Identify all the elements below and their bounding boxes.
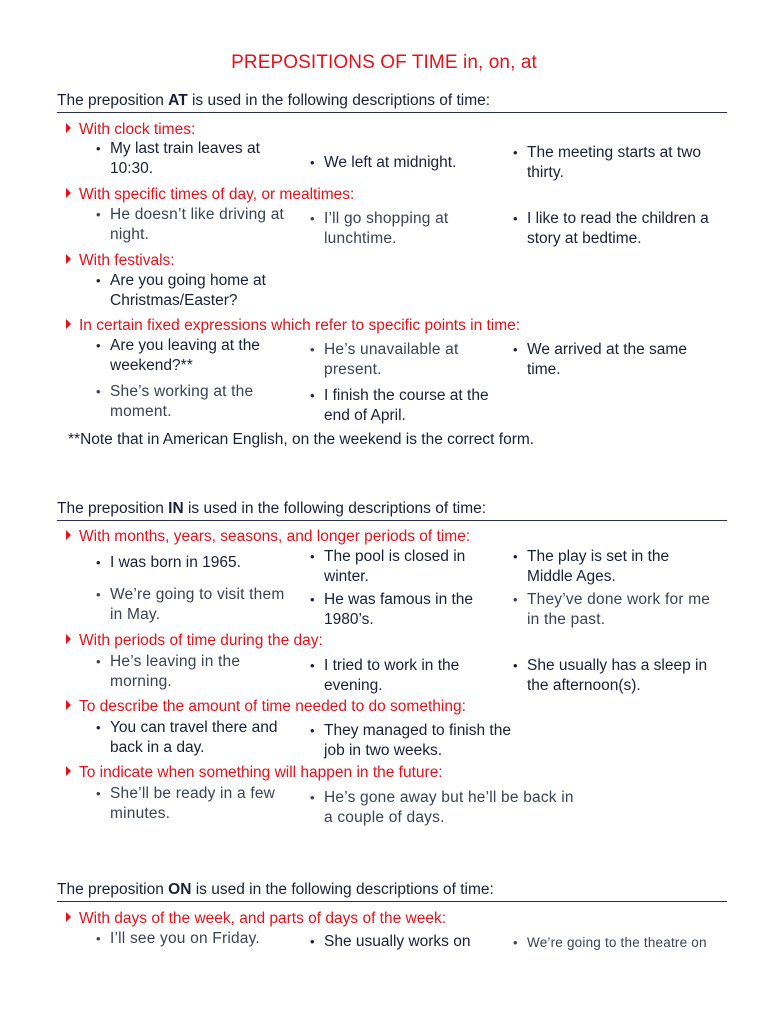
arrow-bullet-icon [66, 530, 71, 540]
example-text: I like to read the children a story at bedtime. [527, 210, 709, 247]
bullet-icon: • [96, 555, 101, 570]
category-label: With days of the week, and parts of days of the week: [79, 910, 447, 927]
bullet-icon: • [96, 273, 101, 288]
intro-text: The preposition [57, 500, 169, 517]
example-text: He’s gone away but he’ll be back in a couple of days. [324, 789, 574, 826]
example-text: She’s working at the moment. [110, 383, 254, 420]
example-item [310, 656, 494, 695]
example-text: He’s unavailable at present. [324, 341, 459, 378]
example-text: Are you leaving at the weekend?** [110, 337, 260, 374]
category-heading [66, 764, 443, 782]
example-text: I’ll see you on Friday. [110, 930, 260, 947]
bullet-icon: • [96, 338, 101, 353]
example-item [310, 932, 514, 952]
example-item [96, 382, 280, 421]
category-label: To describe the amount of time needed to do something: [79, 698, 466, 715]
bullet-icon: • [310, 723, 315, 738]
example-item [96, 271, 290, 310]
intro-keyword: IN [168, 500, 184, 517]
example-item [513, 209, 727, 248]
example-item [513, 340, 717, 379]
category-label: With periods of time during the day: [79, 632, 323, 649]
arrow-bullet-icon [66, 912, 71, 922]
bullet-icon: • [513, 549, 518, 564]
example-item [310, 209, 504, 248]
bullet-icon: • [310, 155, 315, 170]
category-heading [66, 910, 446, 928]
bullet-icon: • [96, 931, 101, 946]
bullet-icon: • [96, 207, 101, 222]
category-label: With clock times: [79, 121, 196, 138]
example-text: We arrived at the same time. [527, 341, 687, 378]
category-heading [66, 186, 354, 204]
category-heading [66, 121, 195, 139]
example-item [513, 590, 727, 629]
arrow-bullet-icon [66, 254, 71, 264]
example-text: He’s leaving in the morning. [110, 653, 241, 690]
example-text: The play is set in the Middle Ages. [527, 548, 670, 585]
bullet-icon: • [513, 145, 518, 160]
example-item [96, 205, 295, 244]
example-text: They managed to finish the job in two weeks. [324, 722, 511, 759]
example-text: Are you going home at Christmas/Easter? [110, 272, 266, 309]
example-text: He doesn’t like driving at night. [110, 206, 285, 243]
bullet-icon: • [310, 592, 315, 607]
bullet-icon: • [96, 384, 101, 399]
arrow-bullet-icon [66, 123, 71, 133]
intro-text: is used in the following descriptions of time: [187, 92, 491, 109]
category-label: With specific times of day, or mealtimes: [79, 186, 355, 203]
example-item [310, 153, 504, 173]
bullet-icon: • [310, 211, 315, 226]
example-text: She usually has a sleep in the afternoon(s). [527, 657, 708, 694]
example-text: We left at midnight. [324, 154, 457, 171]
example-text: We’re going to the theatre on [527, 935, 707, 950]
bullet-icon: • [96, 786, 101, 801]
example-text: She usually works on [324, 933, 471, 950]
example-text: The pool is closed in winter. [324, 548, 466, 585]
example-item [513, 547, 697, 586]
bullet-icon: • [513, 211, 518, 226]
example-item [310, 547, 494, 586]
arrow-bullet-icon [66, 634, 71, 644]
bullet-icon: • [310, 658, 315, 673]
category-heading [66, 632, 323, 650]
example-item [96, 553, 290, 573]
arrow-bullet-icon [66, 188, 71, 198]
bullet-icon: • [96, 587, 101, 602]
example-item [96, 585, 300, 624]
bullet-icon: • [513, 935, 518, 950]
section-intro-in [57, 500, 727, 521]
bullet-icon: • [310, 790, 315, 805]
category-label: To indicate when something will happen in the future: [79, 764, 443, 781]
example-item [96, 718, 300, 757]
example-item [513, 656, 727, 695]
bullet-icon: • [310, 342, 315, 357]
intro-keyword: ON [168, 881, 192, 898]
example-text: He was famous in the 1980’s. [324, 591, 474, 628]
example-text: I was born in 1965. [110, 554, 241, 571]
bullet-icon: • [513, 658, 518, 673]
intro-text: is used in the following descriptions of time: [183, 500, 487, 517]
bullet-icon: • [310, 934, 315, 949]
example-item [310, 788, 574, 827]
bullet-icon: • [96, 720, 101, 735]
example-text: We’re going to visit them in May. [110, 586, 285, 623]
example-item [96, 139, 290, 178]
intro-keyword: AT [168, 92, 188, 109]
bullet-icon: • [310, 549, 315, 564]
example-item [513, 143, 717, 182]
intro-text: is used in the following descriptions of time: [191, 881, 494, 898]
example-item [513, 933, 747, 953]
category-label: In certain fixed expressions which refer to specific points in time: [79, 317, 521, 334]
example-item [310, 590, 494, 629]
intro-text: The preposition [57, 92, 169, 109]
example-item [310, 340, 494, 379]
category-heading [66, 252, 175, 270]
example-item [96, 652, 280, 691]
category-label: With months, years, seasons, and longer periods of time: [79, 528, 471, 545]
bullet-icon: • [310, 388, 315, 403]
category-label: With festivals: [79, 252, 175, 269]
example-text: I finish the course at the end of April. [324, 387, 489, 424]
american-english-note: **Note that in American English, on the weekend is the correct form. [68, 431, 535, 448]
category-heading [66, 698, 466, 716]
category-heading [66, 528, 470, 546]
example-item [310, 386, 509, 425]
example-text: I’ll go shopping at lunchtime. [324, 210, 449, 247]
bullet-icon: • [96, 654, 101, 669]
bullet-icon: • [513, 342, 518, 357]
example-item [310, 721, 529, 760]
example-text: My last train leaves at 10:30. [110, 140, 260, 177]
arrow-bullet-icon [66, 700, 71, 710]
bullet-icon: • [513, 592, 518, 607]
example-item [96, 336, 290, 375]
arrow-bullet-icon [66, 766, 71, 776]
arrow-bullet-icon [66, 319, 71, 329]
example-text: I tried to work in the evening. [324, 657, 460, 694]
example-text: You can travel there and back in a day. [110, 719, 278, 756]
example-text: The meeting starts at two thirty. [527, 144, 702, 181]
page-title: PREPOSITIONS OF TIME in, on, at [231, 52, 537, 73]
intro-text: The preposition [57, 881, 169, 898]
section-intro-on [57, 881, 727, 902]
example-item [96, 784, 290, 823]
example-item [96, 929, 300, 949]
example-text: They’ve done work for me in the past. [527, 591, 711, 628]
bullet-icon: • [96, 141, 101, 156]
section-intro-at [57, 92, 727, 113]
category-heading [66, 317, 520, 335]
example-text: She’ll be ready in a few minutes. [110, 785, 276, 822]
